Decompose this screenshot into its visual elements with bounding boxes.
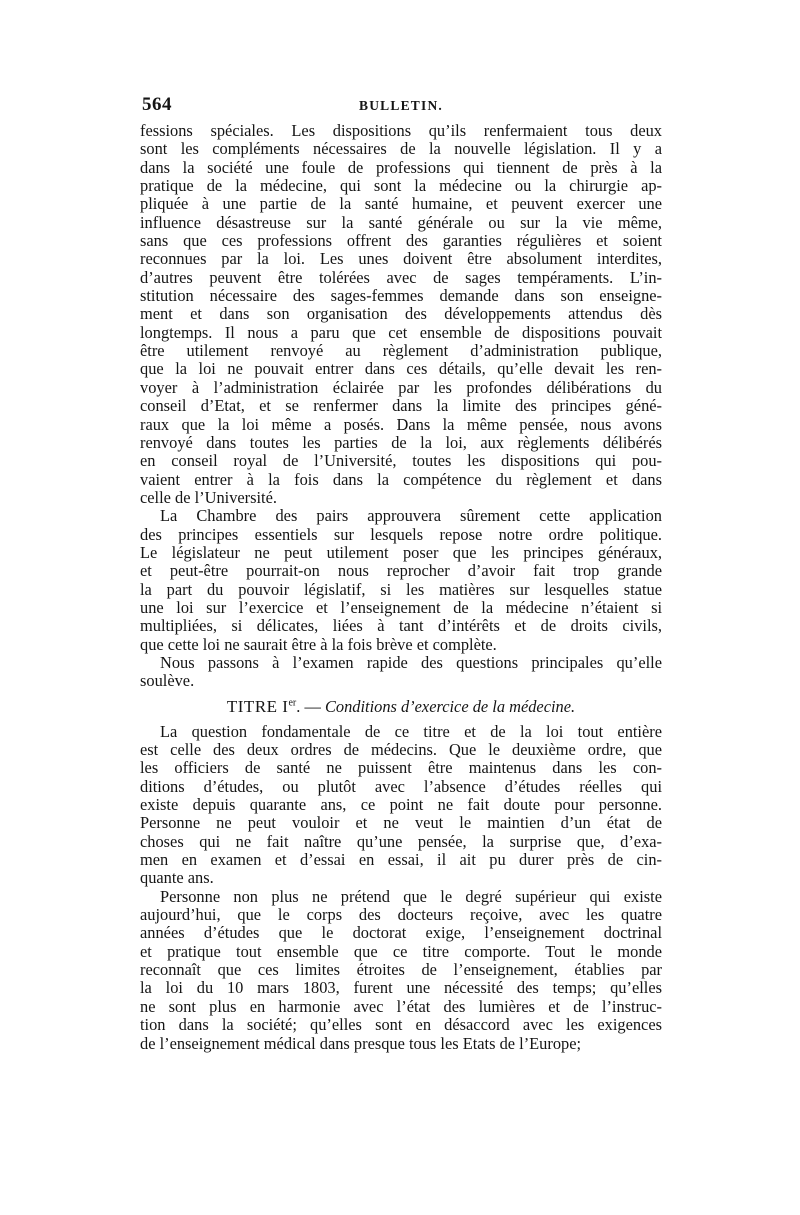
text-line: celle de l’Université. xyxy=(140,488,277,507)
text-line: est celle des deux ordres de médecins. Que le deuxième ordre, que xyxy=(140,741,662,759)
text-line: années d’études que le doctorat exige, l’enseignement doctrinal xyxy=(140,924,662,943)
text-line: influence désastreuse sur la santé générale ou sur la vie même, xyxy=(140,213,662,232)
text-line: multipliées, si délicates, liées à tant d’intérêts et de droits civils, xyxy=(140,617,662,636)
text-line: fessions spéciales. Les dispositions qu’ils renfermaient tous deux xyxy=(140,122,662,140)
text-line: que la loi ne pouvait entrer dans ces détails, qu’elle devait les ren- xyxy=(140,360,662,379)
text-line: des principes essentiels sur lesquels repose notre ordre politique. xyxy=(140,525,662,544)
text-line: pliquée à une partie de la santé humaine, et peuvent exercer une xyxy=(140,195,662,214)
text-line: et pratique tout ensemble que ce titre comporte. Tout le monde xyxy=(140,942,662,961)
section-titre: TITRE I xyxy=(226,696,289,716)
text-line: Personne ne peut vouloir et ne veut le maintien d’un état de xyxy=(140,814,662,833)
body-text-after-section xyxy=(140,723,662,1053)
text-line: ne sont plus en harmonie avec l’état des lumières et de l’instruc- xyxy=(140,997,662,1016)
text-line: reconnues par la loi. Les unes doivent être absolument interdites, xyxy=(140,250,662,269)
text-line: dans la société une foule de professions qui tiennent de près à la xyxy=(140,158,662,177)
text-line: les officiers de santé ne puissent être maintenus dans les con- xyxy=(140,759,662,778)
text-line: et peut-être pourrait-on nous reprocher d’avoir fait trop grande xyxy=(140,562,662,581)
paragraph xyxy=(140,654,662,691)
text-line: tion dans la société; qu’elles sont en désaccord avec les exigences xyxy=(140,1016,662,1035)
text-line: reconnaît que ces limites étroites de l’enseignement, établies par xyxy=(140,961,662,980)
section-heading xyxy=(140,693,662,721)
paragraph xyxy=(140,507,662,654)
text-line: que cette loi ne saurait être à la fois brève et complète. xyxy=(140,635,497,654)
text-line: la loi du 10 mars 1803, furent une nécessité des temps; qu’elles xyxy=(140,979,662,998)
text-line: une loi sur l’exercice et l’enseignement de la médecine n’étaient si xyxy=(140,598,662,617)
text-line: longtemps. Il nous a paru que cet ensemble de dispositions pouvait xyxy=(140,323,662,342)
text-line: conseil d’Etat, et se renfermer dans la limite des principes géné- xyxy=(140,397,662,416)
page-number: 564 xyxy=(142,94,172,115)
book-page xyxy=(140,94,662,1053)
text-line: men en examen et d’essai en essai, il ait pu durer près de cin- xyxy=(140,851,662,870)
text-line: ditions d’études, ou plutôt avec l’absence d’études réelles qui xyxy=(140,777,662,796)
text-line: Personne non plus ne prétend que le degré supérieur qui existe xyxy=(160,887,662,906)
text-line: La Chambre des pairs approuvera sûrement cette application xyxy=(160,507,662,526)
text-line: choses qui ne fait naître qu’une pensée, la surprise que, d’exa- xyxy=(140,832,662,851)
section-titre-superscript: er xyxy=(288,697,297,709)
paragraph xyxy=(140,888,662,1053)
text-line: sont les compléments nécessaires de la nouvelle législation. Il y a xyxy=(140,140,662,159)
page-header xyxy=(140,94,662,118)
text-line: raux que la loi même a posés. Dans la même pensée, nous avons xyxy=(140,415,662,434)
text-line: La question fondamentale de ce titre et de la loi tout entière xyxy=(160,722,662,741)
text-line: ment et dans son organisation des développements attendus dès xyxy=(140,305,662,324)
section-subtitle: Conditions d’exercice de la médecine. xyxy=(324,696,576,716)
text-line: de l’enseignement médical dans presque tous les Etats de l’Europe; xyxy=(140,1034,582,1053)
running-title: BULLETIN. xyxy=(359,98,443,113)
body-text-before-section xyxy=(140,122,662,691)
text-line: renvoyé dans toutes les parties de la loi, aux règlements délibérés xyxy=(140,433,662,452)
text-line: existe depuis quarante ans, ce point ne fait doute pour personne. xyxy=(140,796,662,815)
text-line: la part du pouvoir législatif, si les matières sur lesquelles statue xyxy=(140,580,662,599)
text-line: voyer à l’administration éclairée par les profondes délibérations du xyxy=(140,378,662,397)
text-line: d’autres peuvent être tolérées avec de sages tempéraments. L’in- xyxy=(140,268,662,287)
text-line: stitution nécessaire des sages-femmes demande dans son enseigne- xyxy=(140,287,662,306)
text-line: vaient entrer à la fois dans la compétence du règlement et dans xyxy=(140,470,662,489)
text-line: quante ans. xyxy=(140,869,214,888)
text-line: être utilement renvoyé au règlement d’administration publique, xyxy=(140,342,662,361)
text-line: aujourd’hui, que le corps des docteurs reçoive, avec les quatre xyxy=(140,906,662,925)
text-line: pratique de la médecine, qui sont la médecine ou la chirurgie ap- xyxy=(140,177,662,196)
text-line: sans que ces professions offrent des garanties régulières et soient xyxy=(140,232,662,251)
text-line: Nous passons à l’examen rapide des questions principales qu’elle xyxy=(160,653,662,672)
section-dash: . — xyxy=(296,696,325,716)
text-line: en conseil royal de l’Université, toutes les dispositions qui pou- xyxy=(140,452,662,471)
paragraph xyxy=(140,723,662,888)
text-line: soulève. xyxy=(140,672,195,691)
text-line: Le législateur ne peut utilement poser que les principes généraux, xyxy=(140,543,662,562)
paragraph xyxy=(140,122,662,507)
